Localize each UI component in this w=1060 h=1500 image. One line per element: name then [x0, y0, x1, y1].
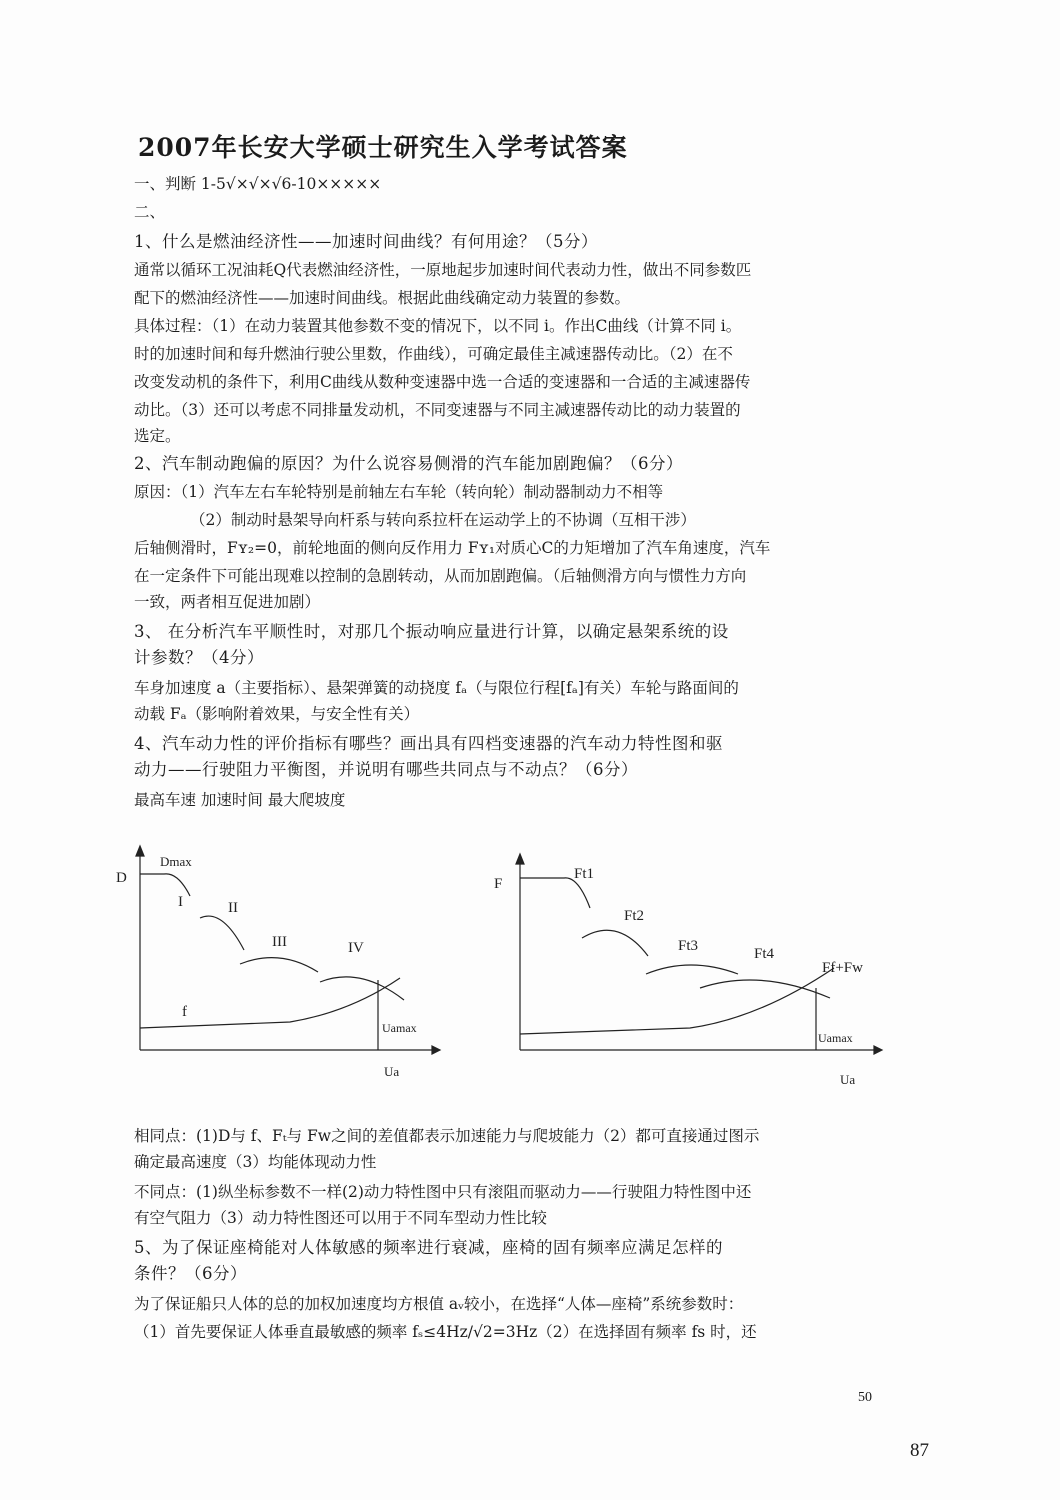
dynamic-characteristic-diagram [110, 840, 450, 1090]
ft1-curve [520, 878, 590, 908]
x-axis-label: Ua [840, 1072, 856, 1087]
judge-answers: 一、判断 1-5√×√×√6-10××××× [134, 175, 382, 193]
y-axis-arrow [516, 854, 524, 864]
answer-4-same: 相同点：(1)D与 f、Fₜ与 Fw之间的差值都表示加速能力与爬坡能力（2）都可直接通过图示 [134, 1127, 760, 1145]
total-resistance-curve [520, 968, 834, 1034]
answer-4-same: 确定最高速度（3）均能体现动力性 [134, 1153, 377, 1171]
answer-2-line: 后轴侧滑时，Fʏ₂=0，前轮地面的侧向反作用力 Fʏ₁对质心C的力矩增加了汽车角速度，汽车 [134, 539, 771, 557]
answer-1-line: 时的加速时间和每升燃油行驶公里数，作曲线），可确定最佳主减速器传动比。（2）在不 [134, 345, 733, 363]
force-label: Ft2 [624, 908, 645, 924]
rolling-resistance-label: f [182, 1004, 187, 1020]
answer-4-indicators: 最高车速 加速时间 最大爬坡度 [134, 791, 346, 809]
question-5-title: 条件？（6分） [134, 1264, 247, 1283]
ft3-curve [646, 965, 738, 974]
answer-1-line: 选定。 [134, 427, 181, 445]
answer-1-line: 通常以循环工况油耗Q代表燃油经济性，一原地起步加速时间代表动力性，做出不同参数匹 [134, 261, 752, 279]
force-label: Ft1 [574, 866, 595, 882]
y-axis-label: D [116, 870, 127, 886]
answer-2-line: 一致，两者相互促进加剧） [134, 593, 321, 611]
answer-4-diff: 不同点：(1)纵坐标参数不一样(2)动力特性图中只有滚阻而驱动力——行驶阻力特性图中还 [134, 1183, 752, 1201]
gear-label: III [272, 934, 287, 950]
section-two-heading: 二、 [134, 203, 166, 221]
force-balance-diagram [490, 848, 890, 1094]
answer-1-line: 动比。（3）还可以考虑不同排量发动机，不同变速器与不同主减速器传动比的动力装置的 [134, 401, 741, 419]
question-3-title: 3、 在分析汽车平顺性时，对那几个振动响应量进行计算，以确定悬架系统的设 [134, 622, 729, 641]
gear-4-curve [320, 977, 404, 1000]
rolling-resistance-curve [140, 978, 400, 1028]
force-label: Ft3 [678, 938, 699, 954]
x-axis-arrow [874, 1046, 882, 1054]
page-title: 2007年长安大学硕士研究生入学考试答案 [138, 133, 628, 162]
vmax-label: Uamax [382, 1021, 417, 1035]
answer-5-line: 为了保证船只人体的总的加权加速度均方根值 aᵥ较小，在选择“人体—座椅”系统参数时： [134, 1295, 744, 1313]
answer-1-line: 具体过程：（1）在动力装置其他参数不变的情况下，以不同 i。作出C曲线（计算不同 i。 [134, 317, 742, 335]
outer-page-number: 87 [910, 1440, 929, 1461]
peak-label: Dmax [160, 854, 192, 869]
gear-3-curve [240, 958, 318, 972]
answer-2-reason: 原因：（1）汽车左右车轮特别是前轴左右车轮（转向轮）制动器制动力不相等 [134, 483, 664, 501]
answer-1-line: 改变发动机的条件下，利用C曲线从数种变速器中选一合适的变速器和一合适的主减速器传 [134, 373, 751, 391]
inner-page-number: 50 [858, 1390, 872, 1405]
vmax-label: Uamax [818, 1031, 853, 1045]
answer-3-line: 车身加速度 a（主要指标）、悬架弹簧的动挠度 fₐ（与限位行程[fₐ]有关）车轮与路面间的 [134, 679, 739, 697]
y-axis-label: F [494, 876, 503, 892]
question-2-title: 2、汽车制动跑偏的原因？为什么说容易侧滑的汽车能加剧跑偏？（6分） [134, 454, 683, 473]
gear-label: II [228, 900, 238, 916]
answer-4-diff: 有空气阻力（3）动力特性图还可以用于不同车型动力性比较 [134, 1209, 547, 1227]
question-3-title: 计参数？（4分） [134, 648, 264, 667]
gear-2-curve [200, 916, 244, 950]
question-5-title: 5、为了保证座椅能对人体敏感的频率进行衰减，座椅的固有频率应满足怎样的 [134, 1238, 723, 1257]
answer-2-line: 在一定条件下可能出现难以控制的急剧转动，从而加剧跑偏。（后轴侧滑方向与惯性力方向 [134, 567, 747, 585]
answer-3-line: 动载 Fₐ（影响附着效果，与安全性有关） [134, 705, 420, 723]
answer-5-line: （1）首先要保证人体垂直最敏感的频率 fₛ≤4Hz/√2=3Hz（2）在选择固有频率 fs 时，还 [134, 1323, 757, 1341]
gear-1-curve [140, 874, 190, 896]
answer-2-reason: （2）制动时悬架导向杆系与转向系拉杆在运动学上的不协调（互相干涉） [190, 511, 696, 529]
x-axis-arrow [432, 1046, 440, 1054]
y-axis-arrow [136, 846, 144, 856]
gear-label: I [178, 894, 183, 910]
gear-label: IV [348, 940, 364, 956]
ft2-curve [582, 930, 648, 956]
resistance-label: Ff+Fw [822, 960, 863, 976]
answer-1-line: 配下的燃油经济性——加速时间曲线。根据此曲线确定动力装置的参数。 [134, 289, 631, 307]
question-4-title: 4、汽车动力性的评价指标有哪些？画出具有四档变速器的汽车动力特性图和驱 [134, 734, 723, 753]
force-label: Ft4 [754, 946, 775, 962]
question-1-title: 1、什么是燃油经济性——加速时间曲线？有何用途？（5分） [134, 232, 598, 251]
x-axis-label: Ua [384, 1064, 400, 1079]
question-4-title: 动力——行驶阻力平衡图，并说明有哪些共同点与不动点？（6分） [134, 760, 638, 779]
